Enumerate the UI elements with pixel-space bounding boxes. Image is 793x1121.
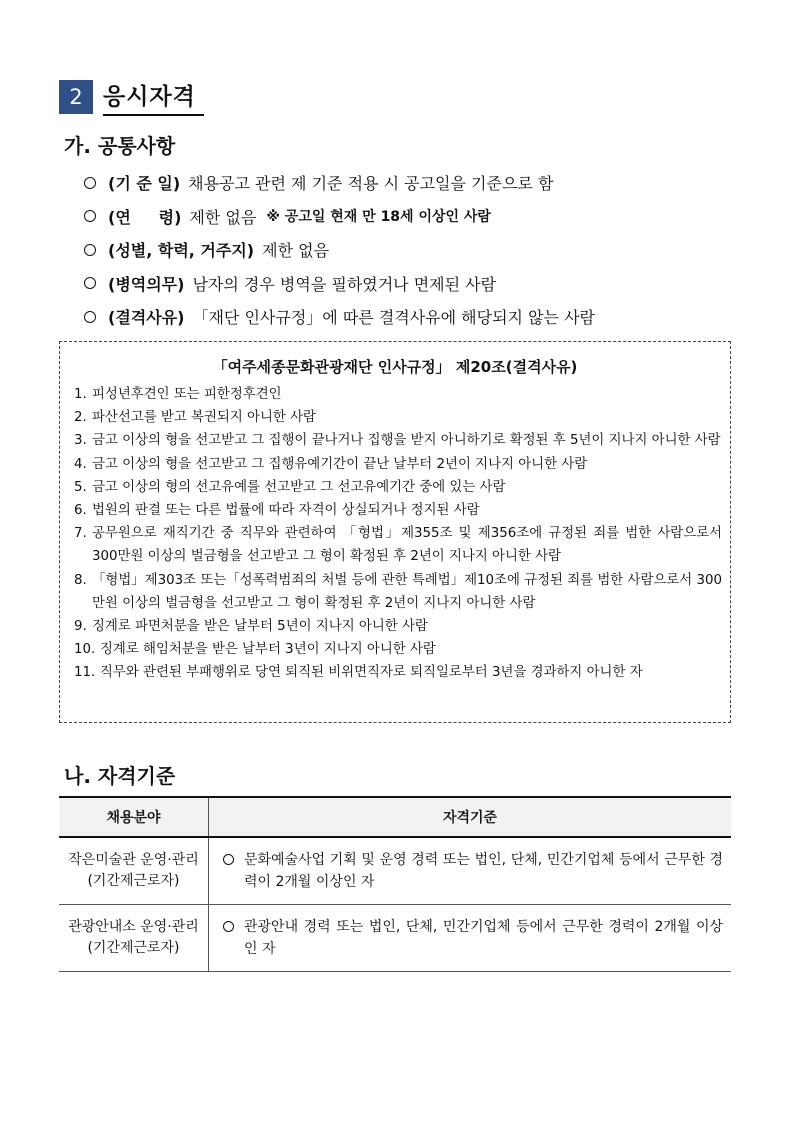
item-number: 6. [74, 503, 87, 519]
common-item-key: (기 준 일) [108, 174, 181, 194]
circle-bullet-icon [84, 244, 96, 256]
list-item [74, 499, 722, 522]
circle-bullet-icon [84, 311, 96, 323]
criteria-text: 관광안내 경력 또는 법인, 단체, 민간기업체 등에서 근무한 경력이 2개월 이상인 자 [244, 919, 723, 957]
list-item [74, 406, 722, 429]
item-number: 11. [74, 665, 96, 681]
item-text: 금고 이상의 형의 선고유예를 선고받고 그 선고유예기간 중에 있는 사람 [92, 479, 506, 495]
item-text: 징계로 파면처분을 받은 날부터 5년이 지나지 아니한 사람 [92, 619, 428, 635]
common-item-note: ※ 공고일 현재 만 18세 이상인 사람 [266, 209, 491, 226]
circle-bullet-icon [84, 177, 96, 189]
common-item [84, 166, 744, 200]
criteria-cell [209, 837, 732, 905]
criteria-cell [209, 905, 732, 972]
field-type: (기간제근로자) [87, 940, 180, 956]
column-header-criteria: 자격기준 [209, 797, 732, 837]
list-item [74, 661, 722, 684]
item-text: 직무와 관련된 부패행위로 당연 퇴직된 비위면직자로 퇴직일로부터 3년을 경과하지 아니한 자 [100, 665, 643, 681]
table-row [59, 905, 731, 972]
common-item-text: 제한 없음 [262, 241, 330, 261]
item-number: 1. [74, 387, 87, 402]
common-item-key: (병역의무) [108, 274, 185, 294]
list-item [74, 615, 722, 638]
common-item [84, 200, 744, 234]
section-number-badge: 2 [59, 80, 93, 114]
item-text: 금고 이상의 형을 선고받고 그 집행유예기간이 끝난 날부터 2년이 지나지 아니한 사람 [92, 456, 588, 472]
item-text: 파산선고를 받고 복권되지 아니한 사람 [92, 410, 316, 426]
table-row [59, 837, 731, 905]
common-item-text: 제한 없음 [189, 207, 257, 227]
disqualification-list [74, 383, 722, 685]
item-text: 피성년후견인 또는 피한정후견인 [92, 387, 282, 402]
list-item [74, 429, 722, 452]
common-list [84, 166, 744, 334]
list-item [74, 569, 722, 615]
field-cell [59, 837, 209, 905]
common-item [84, 233, 744, 267]
circle-bullet-icon [84, 210, 96, 222]
item-text: 공무원으로 재직기간 중 직무와 관련하여 「형법」제355조 및 제356조에 규정된 죄를 범한 사람으로서 300만원 이상의 벌금형을 선고받고 그 형이 확정된 후 2년이 지나지 아니한 사람 [92, 526, 722, 565]
common-item-text: 「재단 인사규정」에 따른 결격사유에 해당되지 않는 사람 [192, 308, 596, 328]
circle-bullet-icon [223, 854, 234, 865]
column-header-field: 채용분야 [59, 797, 209, 837]
criteria-table [59, 796, 731, 972]
section-title: 응시자격 [103, 78, 204, 116]
list-item [74, 453, 722, 476]
circle-bullet-icon [223, 921, 234, 932]
field-type: (기간제근로자) [87, 873, 180, 889]
disqualification-title: 「여주세종문화관광재단 인사규정」 제20조(결격사유) [212, 358, 578, 376]
item-number: 9. [74, 619, 87, 635]
item-number: 5. [74, 479, 87, 495]
criteria-text: 문화예술사업 기획 및 운영 경력 또는 법인, 단체, 민간기업체 등에서 근무한 경력이 2개월 이상인 자 [244, 852, 723, 890]
item-text: 「형법」제303조 또는「성폭력범죄의 처벌 등에 관한 특례법」제10조에 규정된 죄를 범한 사람으로서 300만원 이상의 벌금형을 선고받고 그 형이 확정된 후 2년이 지나지 아니한 사람 [92, 572, 722, 611]
item-number: 10. [74, 642, 96, 658]
common-item-key: (결격사유) [108, 308, 185, 328]
item-number: 4. [74, 456, 87, 472]
common-item-text: 남자의 경우 병역을 필하였거나 면제된 사람 [192, 274, 497, 294]
item-text: 법원의 판결 또는 다른 법률에 따라 자격이 상실되거나 정지된 사람 [92, 503, 480, 519]
item-number: 3. [74, 433, 87, 449]
disqualification-box [59, 341, 731, 723]
list-item [74, 522, 722, 568]
list-item [74, 476, 722, 499]
circle-bullet-icon [84, 277, 96, 289]
common-item-text: 채용공고 관련 제 기준 적용 시 공고일을 기준으로 함 [188, 174, 554, 194]
common-heading: 가. 공통사항 [64, 134, 176, 158]
item-text: 금고 이상의 형을 선고받고 그 집행이 끝나거나 집행을 받지 아니하기로 확정된 후 5년이 지나지 아니한 사람 [92, 433, 721, 449]
item-number: 8. [74, 572, 87, 588]
criteria-heading: 나. 자격기준 [64, 764, 176, 788]
field-name: 작은미술관 운영·관리 [68, 852, 199, 868]
list-item [74, 638, 722, 661]
common-item [84, 267, 744, 301]
item-number: 7. [74, 526, 87, 542]
item-text: 징계로 해임처분을 받은 날부터 3년이 지나지 아니한 사람 [100, 642, 436, 658]
common-item-key: (연 령) [108, 207, 182, 227]
field-cell [59, 905, 209, 972]
field-name: 관광안내소 운영·관리 [68, 919, 199, 935]
item-number: 2. [74, 410, 87, 426]
common-item [84, 300, 744, 334]
section-header [59, 78, 204, 116]
table-header-row [59, 797, 731, 837]
common-item-key: (성별, 학력, 거주지) [108, 241, 255, 261]
list-item [74, 383, 722, 406]
